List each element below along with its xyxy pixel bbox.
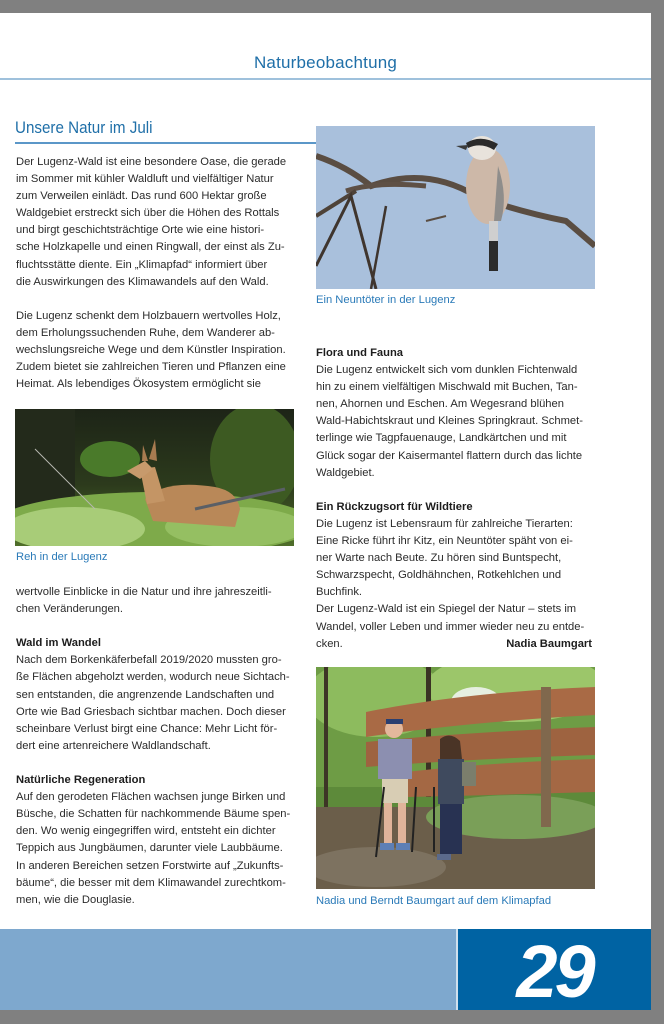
text-line: ner Warte nach Beute. Zu hören sind Buntspecht, bbox=[316, 552, 562, 565]
text-line: Auf den gerodeten Flächen wachsen junge Birken und bbox=[16, 791, 286, 804]
text-line: zum Verweilen einlädt. Das rund 600 Hektar große bbox=[16, 190, 267, 203]
text-line: den. Wo wenig eingegriffen wird, entsteht ein dichter bbox=[16, 825, 276, 838]
text-line: wechslungsreiche Wege und dem Künstler Inspiration. bbox=[16, 344, 286, 357]
text-line: sen entstanden, die angrenzende Landschaften und bbox=[16, 688, 275, 701]
magazine-page bbox=[0, 13, 651, 1013]
header-rule bbox=[0, 78, 651, 80]
intro-text bbox=[16, 154, 306, 393]
text-line: und birgt geschichtsträchtige Orte wie eine histori- bbox=[16, 224, 265, 237]
text-line: Zudem bietet sie zahlreichen Tieren und Pflanzen eine bbox=[16, 361, 286, 374]
text-line: Der Lugenz-Wald ist ein Spiegel der Natur – stets im bbox=[316, 603, 577, 616]
section-heading: Ein Rückzugsort für Wildtiere bbox=[316, 500, 473, 513]
text-line: terlinge wie Tagpfauenauge, Landkärtchen und mit bbox=[316, 432, 567, 445]
text-line: Der Lugenz-Wald ist eine besondere Oase, die gerade bbox=[16, 156, 287, 168]
text-line: sche Holzkapelle und einen Ringwall, der einst als Zu- bbox=[16, 241, 285, 254]
text-line: Waldgebiet erstreckt sich über die Höhen des Rottals bbox=[16, 207, 280, 220]
article-title: Unsere Natur im Juli bbox=[15, 119, 153, 137]
section-heading: Flora und Fauna bbox=[316, 347, 404, 359]
hikers-photo bbox=[316, 667, 595, 889]
left-column-text bbox=[16, 584, 306, 909]
text-line: fluchtsstätte diente. Ein „Klimapfad“ informiert über bbox=[16, 258, 268, 271]
text-line: Waldgebiet. bbox=[316, 466, 375, 479]
text-line: Heimat. Als lebendiges Ökosystem ermöglicht sie bbox=[16, 378, 261, 391]
text-line: wertvolle Einblicke in die Natur und ihre jahreszeitli- bbox=[16, 586, 272, 598]
text-line: Teppich aus Jungbäumen, darunter viele Laubbäume. bbox=[16, 842, 283, 855]
deer-photo bbox=[15, 409, 294, 546]
section-heading: Wald im Wandel bbox=[16, 637, 101, 650]
title-rule bbox=[15, 142, 317, 144]
text-line: Wandel, voller Leben und immer wieder neu zu entde- bbox=[316, 620, 585, 633]
section-heading: Natürliche Regeneration bbox=[16, 774, 146, 787]
text-line: ße Flächen abgeholzt werden, wodurch neue Sichtach- bbox=[16, 671, 290, 684]
text-line: Wald-Habichtskraut und Kleines Springkraut. Schmet- bbox=[316, 415, 583, 428]
footer-band bbox=[0, 929, 456, 1010]
text-line: Eine Ricke führt ihr Kitz, ein Neuntöter späht von ei- bbox=[316, 535, 573, 548]
text-line: bäume“, die besser mit dem Klimawandel zurechtkom- bbox=[16, 876, 286, 889]
text-line: In anderen Bereichen setzen Forstwirte auf „Zukunfts- bbox=[16, 859, 284, 872]
text-line: im Sommer mit kühler Waldluft und vielfältiger Natur bbox=[16, 173, 274, 186]
text-line: hin zu einem vielfältigen Mischwald mit Buchen, Tan- bbox=[316, 381, 578, 394]
text-line: Büsche, die Schatten für nachkommende Bäume spen- bbox=[16, 808, 291, 821]
text-line: Schwarzspecht, Goldhähnchen, Rotkehlchen und bbox=[316, 569, 562, 582]
page-number-box bbox=[458, 929, 651, 1013]
text-line: die Auswirkungen des Klimawandels auf den Wald. bbox=[16, 275, 269, 288]
bird-caption: Ein Neuntöter in der Lugenz bbox=[316, 294, 456, 306]
right-column-text bbox=[316, 345, 592, 653]
text-line: men, wie die Douglasie. bbox=[16, 893, 135, 906]
text-line: dert eine artenreichere Waldlandschaft. bbox=[16, 739, 211, 752]
text-line: Buchfink. bbox=[316, 586, 363, 599]
text-line: Die Lugenz schenkt dem Holzbauern wertvolles Holz, bbox=[16, 309, 281, 322]
text-line: chen Veränderungen. bbox=[16, 603, 123, 616]
text-line: scheinbare Verlust birgt eine Chance: Mehr Licht för- bbox=[16, 722, 278, 735]
text-line: cken. bbox=[316, 637, 343, 650]
text-line: Nach dem Borkenkäferbefall 2019/2020 mussten gro- bbox=[16, 654, 282, 667]
text-line: Die Lugenz ist Lebensraum für zahlreiche Tierarten: bbox=[316, 517, 573, 530]
deer-caption: Reh in der Lugenz bbox=[16, 551, 108, 563]
text-line: nen, Ahornen und Eschen. Am Wegesrand blühen bbox=[316, 398, 564, 411]
text-line: dem Erholungssuchenden Ruhe, dem Wanderer ab- bbox=[16, 326, 275, 339]
page-number: 29 bbox=[516, 930, 593, 1013]
text-line: Orte wie Bad Griesbach sichtbar machen. Doch dieser bbox=[16, 705, 286, 718]
running-head: Naturbeobachtung bbox=[253, 53, 398, 72]
text-line: Glück sogar der Kaisermantel flattern durch das lichte bbox=[316, 449, 583, 462]
bird-photo bbox=[316, 126, 595, 289]
text-line: Die Lugenz entwickelt sich vom dunklen Fichtenwald bbox=[316, 364, 578, 377]
hikers-caption: Nadia und Berndt Baumgart auf dem Klimapfad bbox=[316, 895, 552, 907]
author-signature: Nadia Baumgart bbox=[506, 637, 592, 650]
